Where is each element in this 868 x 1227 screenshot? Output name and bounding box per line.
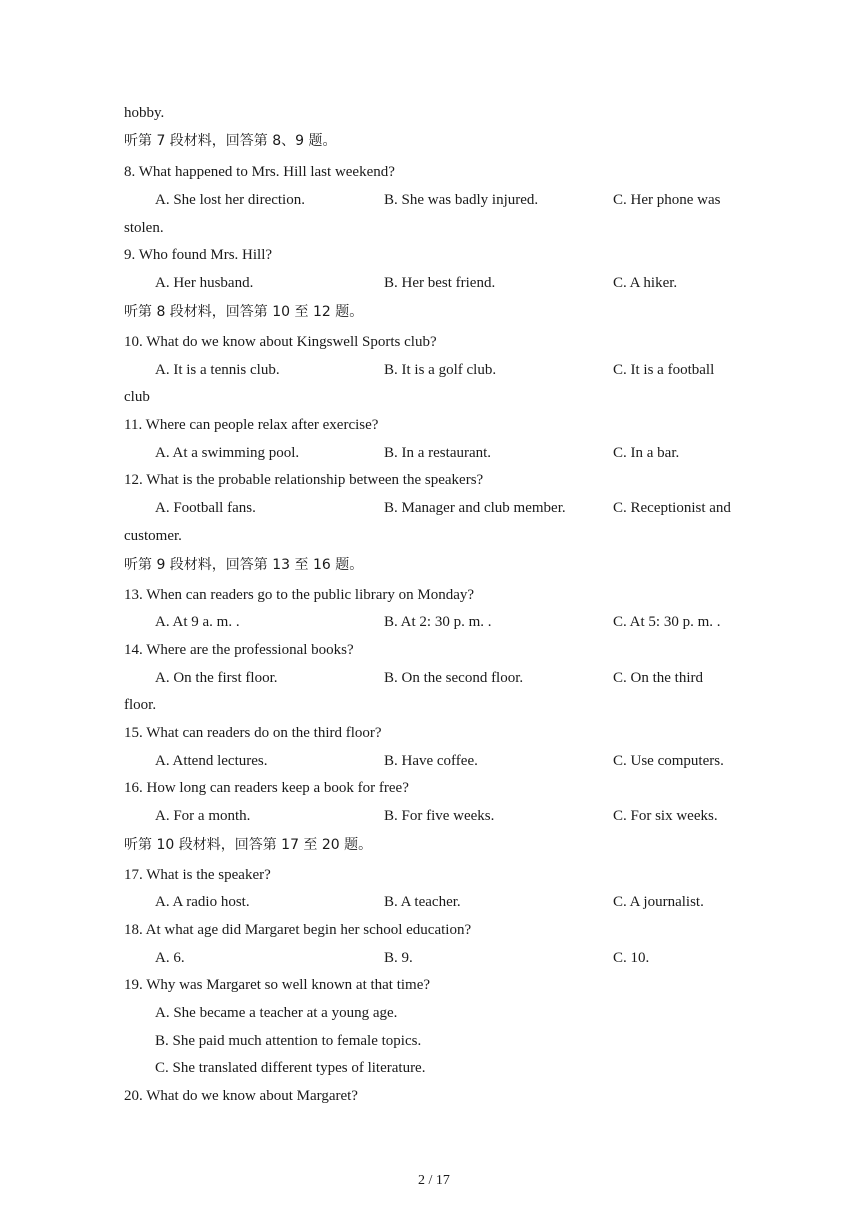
option-b: B. On the second floor. — [384, 670, 524, 686]
text-line: hobby. — [124, 105, 165, 121]
page-number: 2 / 17 — [418, 1173, 450, 1188]
option-b: B. In a restaurant. — [384, 445, 492, 461]
option-c: C. A journalist. — [613, 894, 704, 910]
option-c: C. A hiker. — [613, 275, 678, 291]
option-a: A. Her husband. — [155, 275, 254, 291]
option-a: A. 6. — [155, 950, 185, 966]
option-a: A. At a swimming pool. — [155, 445, 300, 461]
option-b: B. At 2: 30 p. m. . — [384, 614, 492, 630]
question-10: 10. What do we know about Kingswell Sports club? — [124, 334, 437, 350]
question-20: 20. What do we know about Margaret? — [124, 1088, 358, 1104]
option-a: A. On the first floor. — [155, 670, 278, 686]
option-c-continued: floor. — [124, 697, 157, 713]
option-c-continued: club — [124, 389, 150, 405]
option-c: C. She translated different types of literature. — [155, 1060, 426, 1076]
option-a: A. It is a tennis club. — [155, 362, 280, 378]
section-heading: 听第 8 段材料，回答第 10 至 12 题。 — [124, 304, 364, 320]
option-a: A. Attend lectures. — [155, 753, 268, 769]
option-b: B. Manager and club member. — [384, 500, 566, 516]
section-heading: 听第 10 段材料，回答第 17 至 20 题。 — [124, 837, 373, 853]
option-c: C. 10. — [613, 950, 650, 966]
option-a: A. Football fans. — [155, 500, 256, 516]
option-c: C. On the third — [613, 670, 703, 686]
question-8: 8. What happened to Mrs. Hill last weekend? — [124, 164, 395, 180]
section-heading: 听第 7 段材料，回答第 8、9 题。 — [124, 133, 337, 149]
option-c: C. For six weeks. — [613, 808, 718, 824]
question-12: 12. What is the probable relationship between the speakers? — [124, 472, 484, 488]
option-c: C. At 5: 30 p. m. . — [613, 614, 721, 630]
option-c: C. Use computers. — [613, 753, 724, 769]
option-a: A. At 9 a. m. . — [155, 614, 240, 630]
option-c: C. Her phone was — [613, 192, 721, 208]
question-16: 16. How long can readers keep a book for free? — [124, 780, 409, 796]
option-b: B. She paid much attention to female topics. — [155, 1033, 422, 1049]
question-18: 18. At what age did Margaret begin her school education? — [124, 922, 472, 938]
question-9: 9. Who found Mrs. Hill? — [124, 247, 273, 263]
question-17: 17. What is the speaker? — [124, 867, 271, 883]
option-b: B. She was badly injured. — [384, 192, 539, 208]
option-c: C. It is a football — [613, 362, 715, 378]
option-c: C. Receptionist and — [613, 500, 731, 516]
option-b: B. A teacher. — [384, 894, 461, 910]
option-c-continued: customer. — [124, 528, 182, 544]
option-a: A. She became a teacher at a young age. — [155, 1005, 398, 1021]
option-a: A. She lost her direction. — [155, 192, 305, 208]
section-heading: 听第 9 段材料，回答第 13 至 16 题。 — [124, 557, 364, 573]
question-19: 19. Why was Margaret so well known at that time? — [124, 977, 431, 993]
option-b: B. For five weeks. — [384, 808, 495, 824]
option-b: B. It is a golf club. — [384, 362, 497, 378]
option-a: A. A radio host. — [155, 894, 250, 910]
option-b: B. Have coffee. — [384, 753, 478, 769]
option-c: C. In a bar. — [613, 445, 680, 461]
option-b: B. Her best friend. — [384, 275, 496, 291]
option-c-continued: stolen. — [124, 220, 164, 236]
question-13: 13. When can readers go to the public library on Monday? — [124, 587, 475, 603]
question-15: 15. What can readers do on the third floor? — [124, 725, 382, 741]
question-14: 14. Where are the professional books? — [124, 642, 354, 658]
question-11: 11. Where can people relax after exercise? — [124, 417, 379, 433]
option-a: A. For a month. — [155, 808, 251, 824]
option-b: B. 9. — [384, 950, 413, 966]
